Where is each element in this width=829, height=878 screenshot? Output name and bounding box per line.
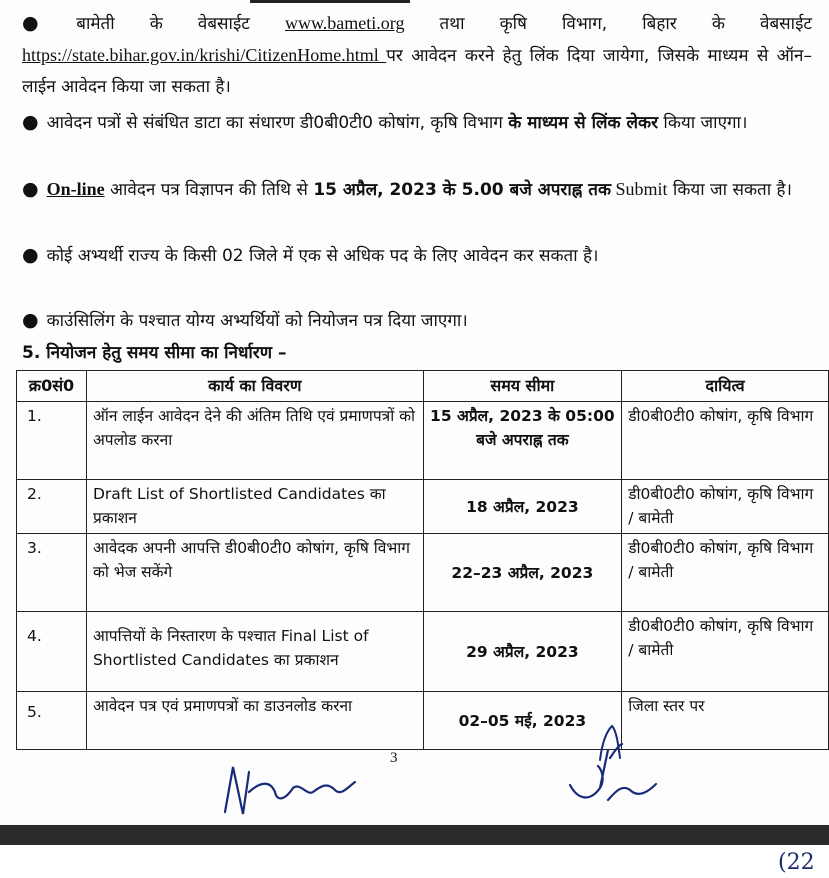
cell-serial: 5. (17, 692, 87, 750)
section-heading: 5. नियोजन हेतु समय सीमा का निर्धारण – (22, 343, 287, 363)
cell-serial: 3. (17, 534, 87, 612)
header-serial: क्र0सं0 (17, 371, 87, 402)
cell-responsibility: डी0बी0टी0 कोषांग, कृषि विभाग (622, 402, 829, 480)
bullet-icon: ● (22, 309, 39, 331)
table-row (17, 534, 829, 612)
header-description: कार्य का विवरण (86, 371, 423, 402)
cell-description: आपत्तियों के निस्तारण के पश्चात Final List of Shortlisted Candidates का प्रकाशन (86, 612, 423, 692)
cell-serial: 1. (17, 402, 87, 480)
cell-description: Draft List of Shortlisted Candidates का प्रकाशन (86, 480, 423, 534)
bameti-link[interactable]: www.bameti.org (284, 13, 405, 33)
cell-time-limit: 29 अप्रैल, 2023 (423, 612, 622, 692)
cell-time-limit: 22–23 अप्रैल, 2023 (423, 534, 622, 612)
table-row (17, 612, 829, 692)
timeline-table (16, 370, 829, 750)
cell-responsibility: जिला स्तर पर (622, 692, 829, 750)
cell-responsibility: डी0बी0टी0 कोषांग, कृषि विभाग / बामेती (622, 480, 829, 534)
cell-serial: 2. (17, 480, 87, 534)
table-row (17, 402, 829, 480)
table-row (17, 480, 829, 534)
cell-responsibility: डी0बी0टी0 कोषांग, कृषि विभाग / बामेती (622, 612, 829, 692)
cell-description: आवेदन पत्र एवं प्रमाणपत्रों का डाउनलोड करना (86, 692, 423, 750)
table-header-row (17, 371, 829, 402)
header-responsibility: दायित्व (622, 371, 829, 402)
scan-edge-bar (0, 825, 829, 845)
cell-responsibility: डी0बी0टी0 कोषांग, कृषि विभाग / बामेती (622, 534, 829, 612)
bullet-icon: ● (22, 178, 39, 200)
krishi-link[interactable]: https://state.bihar.gov.in/krishi/CitizenHome.html (22, 45, 387, 65)
cell-time-limit: 15 अप्रैल, 2023 के 05:00 बजे अपराह्न तक (423, 402, 622, 480)
signature-left (215, 752, 365, 822)
cell-description: आवेदक अपनी आपत्ति डी0बी0टी0 कोषांग, कृषि विभाग को भेज सकेंगे (86, 534, 423, 612)
top-rule (250, 0, 410, 3)
bullet-website-link: ● बामेती के वेबसाईट www.bameti.org तथा कृषि विभाग, बिहार के वेबसाईट https://state.bihar.gov.in/krishi/CitizenHome.html पर आवेदन करने हेतु लिंक दिया जायेगा, जिसके माध्यम से ऑन–लाईन आवेदन किया जा सकता है। (22, 12, 812, 97)
ink-mark (596, 722, 626, 762)
header-time-limit: समय सीमा (423, 371, 622, 402)
bullet-icon: ● (22, 111, 39, 133)
page-number: 3 (390, 750, 398, 766)
cell-time-limit: 02–05 मई, 2023 (423, 692, 622, 750)
bullet-counselling: ● काउंसिलिंग के पश्चात योग्य अभ्यर्थियों को नियोजन पत्र दिया जाएगा। (22, 309, 468, 331)
bullet-icon: ● (22, 12, 69, 34)
bullet-data-maintenance: ● आवेदन पत्रों से संबंधित डाटा का संधारण डी0बी0टी0 कोषांग, कृषि विभाग के माध्यम से लिंक लेकर किया जाएगा। (22, 111, 748, 133)
cell-description: ऑन लाईन आवेदन देने की अंतिम तिथि एवं प्रमाणपत्रों को अपलोड करना (86, 402, 423, 480)
corner-annotation: (22 (778, 850, 815, 875)
table-row (17, 692, 829, 750)
bullet-online-deadline: ● On-line आवेदन पत्र विज्ञापन की तिथि से 15 अप्रैल, 2023 के 5.00 बजे अपराह्न तक Submit किया जा सकता है। (22, 178, 792, 200)
cell-serial: 4. (17, 612, 87, 692)
cell-time-limit: 18 अप्रैल, 2023 (423, 480, 622, 534)
bullet-icon: ● (22, 244, 39, 266)
bullet-district-rule: ● कोई अभ्यर्थी राज्य के किसी 02 जिले में एक से अधिक पद के लिए आवेदन कर सकता है। (22, 244, 599, 266)
